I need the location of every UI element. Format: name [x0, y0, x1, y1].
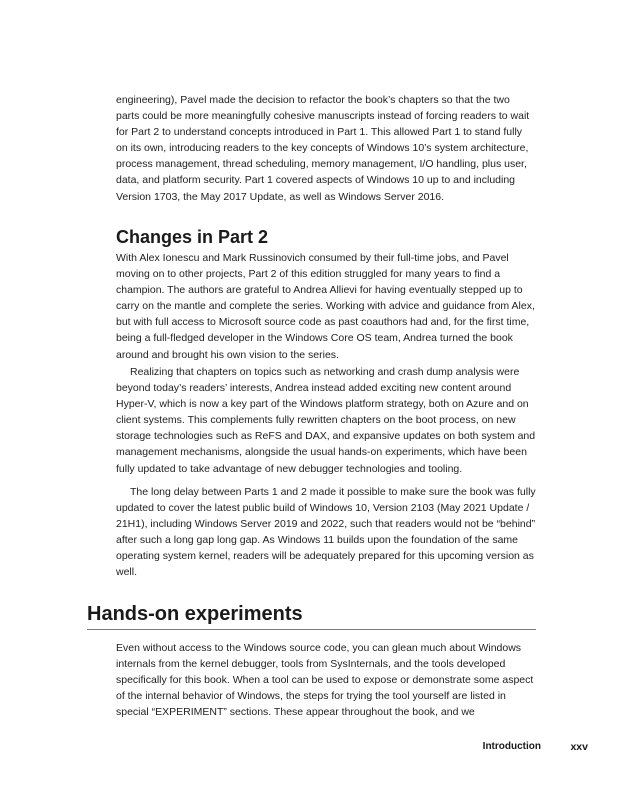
footer-section-label: Introduction [482, 741, 541, 752]
experiments-body [116, 640, 536, 720]
footer-page-number: xxv [570, 741, 588, 753]
changes-body-2 [116, 364, 536, 477]
heading-rule [87, 629, 536, 630]
changes-paragraph-2: Realizing that chapters on topics such as networking and crash dump analysis were beyond today’s readers’ interests, Andrea instead added exciting new content around Hyper-V, which is now a key part of the Windows platform strategy, both on Azure and on client systems. This complements fully rewritten chapters on the boot process, on new storage technologies such as ReFS and DAX, and expansive updates on both system and management mechanisms, alongside the usual hands-on experiments, which have been fully updated to take advantage of new debugger technologies and tooling. [116, 366, 536, 475]
section-heading-changes: Changes in Part 2 [116, 227, 269, 247]
experiments-paragraph: Even without access to the Windows source code, you can glean much about Windows internals from the kernel debugger, tools from SysInternals, and the tools developed specifically for this book. When a tool can be used to expose or demonstrate some aspect of the internal behavior of Windows, the steps for trying the tool yourself are listed in special “EXPERIMENT” sections. These appear throughout the book, and we [116, 642, 534, 719]
experiments-heading-block [87, 602, 536, 626]
intro-paragraph: engineering), Pavel made the decision to refactor the book’s chapters so that the two parts could be more meaningfully cohesive manuscripts instead of forcing readers to wait for Part 2 to understand concepts introduced in Part 1. This allowed Part 1 to stand fully on its own, introducing readers to the key concepts of Windows 10’s system architecture, process management, thread scheduling, memory management, I/O handling, plus user, data, and platform security. Part 1 covered aspects of Windows 10 up to and including Version 1703, the May 2017 Update, as well as Windows Server 2016. [116, 94, 530, 203]
changes-paragraph-1: With Alex Ionescu and Mark Russinovich consumed by their full-time jobs, and Pavel moving on to other projects, Part 2 of this edition struggled for many years to find a champion. The authors are grateful to Andrea Allievi for having eventually stepped up to carry on the mantle and complete the series. Working with advice and guidance from Alex, but with full access to Microsoft source code as past coauthors had and, for the first time, being a full-fledged developer in the Windows Core OS team, Andrea turned the book around and brought his own vision to the series. [116, 252, 535, 361]
changes-body [116, 250, 536, 363]
changes-paragraph-3: The long delay between Parts 1 and 2 made it possible to make sure the book was fully updated to cover the latest public build of Windows 10, Version 2103 (May 2021 Update / 21H1), including Windows Server 2019 and 2022, such that readers would not be “behind” after such a long gap long gap. As Windows 11 builds upon the foundation of the same operating system kernel, readers will be adequately prepared for this upcoming version as well. [116, 486, 536, 579]
section-heading-experiments: Hands-on experiments [87, 603, 303, 625]
changes-body-3 [116, 484, 536, 581]
changes-section [116, 226, 536, 248]
intro-block [116, 92, 536, 205]
